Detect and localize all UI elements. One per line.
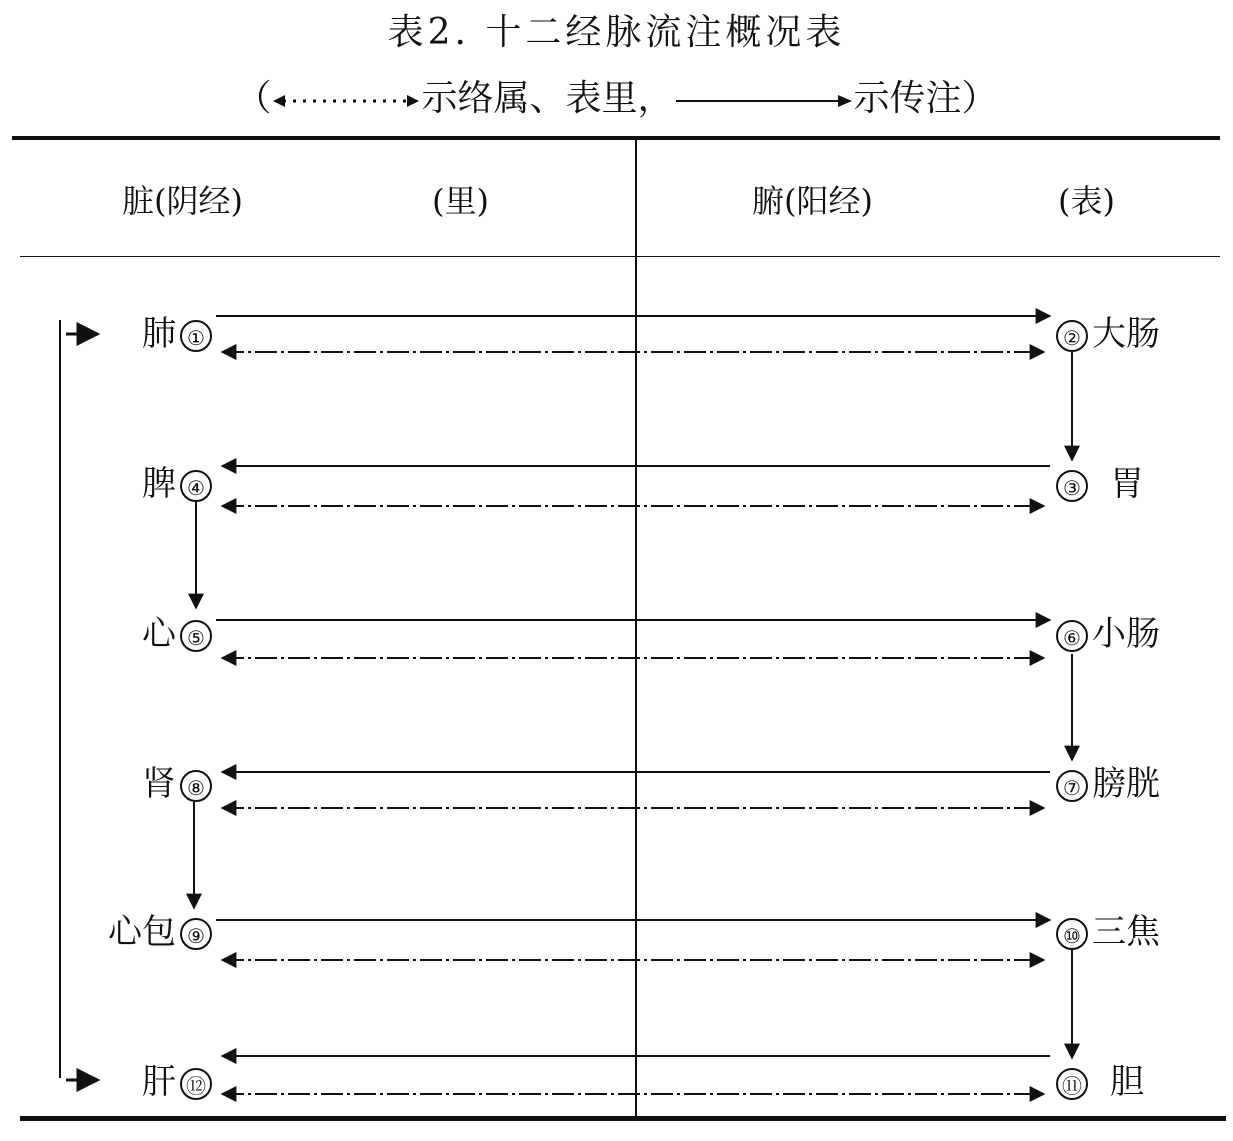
node-small-intestine <box>1052 614 1160 654</box>
node-kidney-name: 肾 <box>142 764 176 804</box>
node-bladder-name: 膀胱 <box>1092 764 1160 804</box>
header-zang: 脏(阴经) <box>122 182 243 220</box>
header-biao: (表) <box>1058 182 1115 220</box>
node-small-intestine-name: 小肠 <box>1092 614 1160 654</box>
node-bladder-number: ⑦ <box>1056 770 1088 802</box>
node-sanjiao-name: 三焦 <box>1092 912 1160 952</box>
node-sanjiao-number: ⑩ <box>1056 918 1088 950</box>
node-liver-number: ⑫ <box>180 1068 212 1100</box>
node-pericardium-name: 心包 <box>108 912 176 952</box>
node-heart-number: ⑤ <box>180 620 212 652</box>
node-kidney-number: ⑧ <box>180 770 212 802</box>
node-large-intestine <box>1052 314 1160 354</box>
node-lung <box>0 314 216 354</box>
node-large-intestine-name: 大肠 <box>1092 314 1160 354</box>
node-spleen-number: ④ <box>180 470 212 502</box>
node-lung-name: 肺 <box>142 314 176 354</box>
node-small-intestine-number: ⑥ <box>1056 620 1088 652</box>
header-li: (里) <box>432 182 489 220</box>
table-title: 表2. 十二经脉流注概况表 <box>387 12 846 53</box>
node-pericardium-number: ⑨ <box>180 918 212 950</box>
node-sanjiao <box>1052 912 1160 952</box>
header-fu: 腑(阳经) <box>752 182 873 220</box>
node-kidney <box>0 764 216 804</box>
node-spleen-name: 脾 <box>142 464 176 504</box>
node-liver-name: 肝 <box>142 1062 176 1102</box>
legend-luoshu-label: 示络属、表里， <box>421 78 674 119</box>
node-stomach-name: 胃 <box>1110 464 1144 504</box>
node-spleen <box>0 464 216 504</box>
node-lung-number: ① <box>180 320 212 352</box>
node-stomach-number: ③ <box>1056 470 1088 502</box>
node-heart <box>0 614 216 654</box>
legend-chuanzhu-label: 示传注） <box>853 78 998 119</box>
node-pericardium <box>0 912 216 952</box>
node-heart-name: 心 <box>142 614 176 654</box>
node-liver <box>0 1062 216 1102</box>
node-large-intestine-number: ② <box>1056 320 1088 352</box>
node-stomach <box>1052 464 1144 504</box>
node-gallbladder <box>1052 1062 1144 1102</box>
node-gallbladder-name: 胆 <box>1110 1062 1144 1102</box>
legend-open-paren: （ <box>235 78 272 119</box>
node-bladder <box>1052 764 1160 804</box>
node-gallbladder-number: ⑪ <box>1056 1068 1088 1100</box>
